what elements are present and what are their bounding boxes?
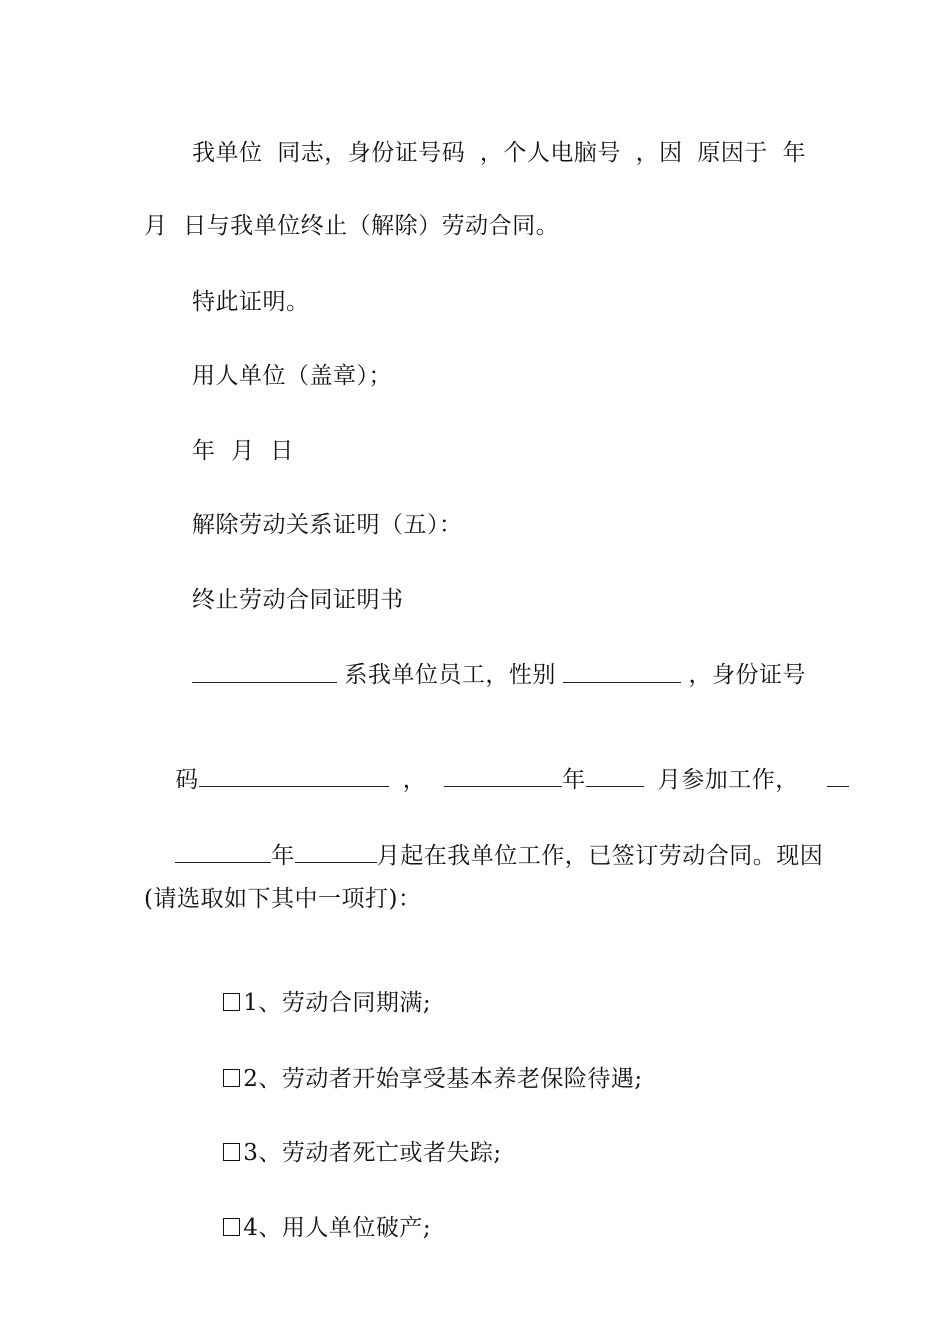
option-label: 1、劳动合同期满; [243,990,432,1016]
text-segment: 码 [175,767,199,793]
paragraph-1-line-1 [192,138,806,168]
join-year-blank-start [827,764,849,787]
checkbox-icon[interactable] [223,1218,240,1236]
text-segment: ， [402,767,427,793]
checkbox-icon[interactable] [223,1143,240,1161]
join-year-blank [175,840,271,863]
id-number-blank [199,764,389,787]
paragraph-1-line-2: 月 日与我单位终止（解除）劳动合同。 [144,213,560,239]
paragraph-2-line-4: (请选取如下其中一项打)： [144,886,422,912]
start-month-blank [586,764,644,787]
text-segment: ，身份证号 [688,662,806,688]
text-segment: 我单位 [192,140,263,166]
text-segment: 原因于 [697,140,768,166]
name-blank [192,660,337,683]
text-segment: 年 [562,767,586,793]
document-title: 终止劳动合同证明书 [192,587,404,613]
section-title: 解除劳动关系证明（五）： [192,512,463,538]
checkbox-icon[interactable] [223,1069,240,1087]
option-label: 4、用人单位破产; [243,1215,432,1241]
paragraph-2-line-1 [192,660,806,690]
text-segment: ，因 [635,140,683,166]
checkbox-icon[interactable] [223,993,240,1011]
option-label: 3、劳动者死亡或者失踪; [243,1140,502,1166]
text-segment: 同志，身份证号码 [277,140,466,166]
employer-seal-line: 用人单位（盖章）； [192,363,392,389]
text-segment: ，个人电脑号 [479,140,621,166]
text-segment: 系我单位员工，性别 [344,662,556,688]
text-segment: 月起在我单位工作，已签订劳动合同。现因 [376,843,824,869]
join-month-blank [295,840,377,863]
text-segment: 月参加工作， [657,767,799,793]
option-4[interactable] [192,1183,431,1273]
option-label: 2、劳动者开始享受基本养老保险待遇; [243,1066,643,1092]
date-line: 年 月 日 [192,438,294,464]
text-segment: 年 [782,140,806,166]
text-segment: 年 [271,843,295,869]
start-year-blank [444,764,562,787]
gender-blank [563,660,681,683]
certify-text: 特此证明。 [192,289,310,315]
